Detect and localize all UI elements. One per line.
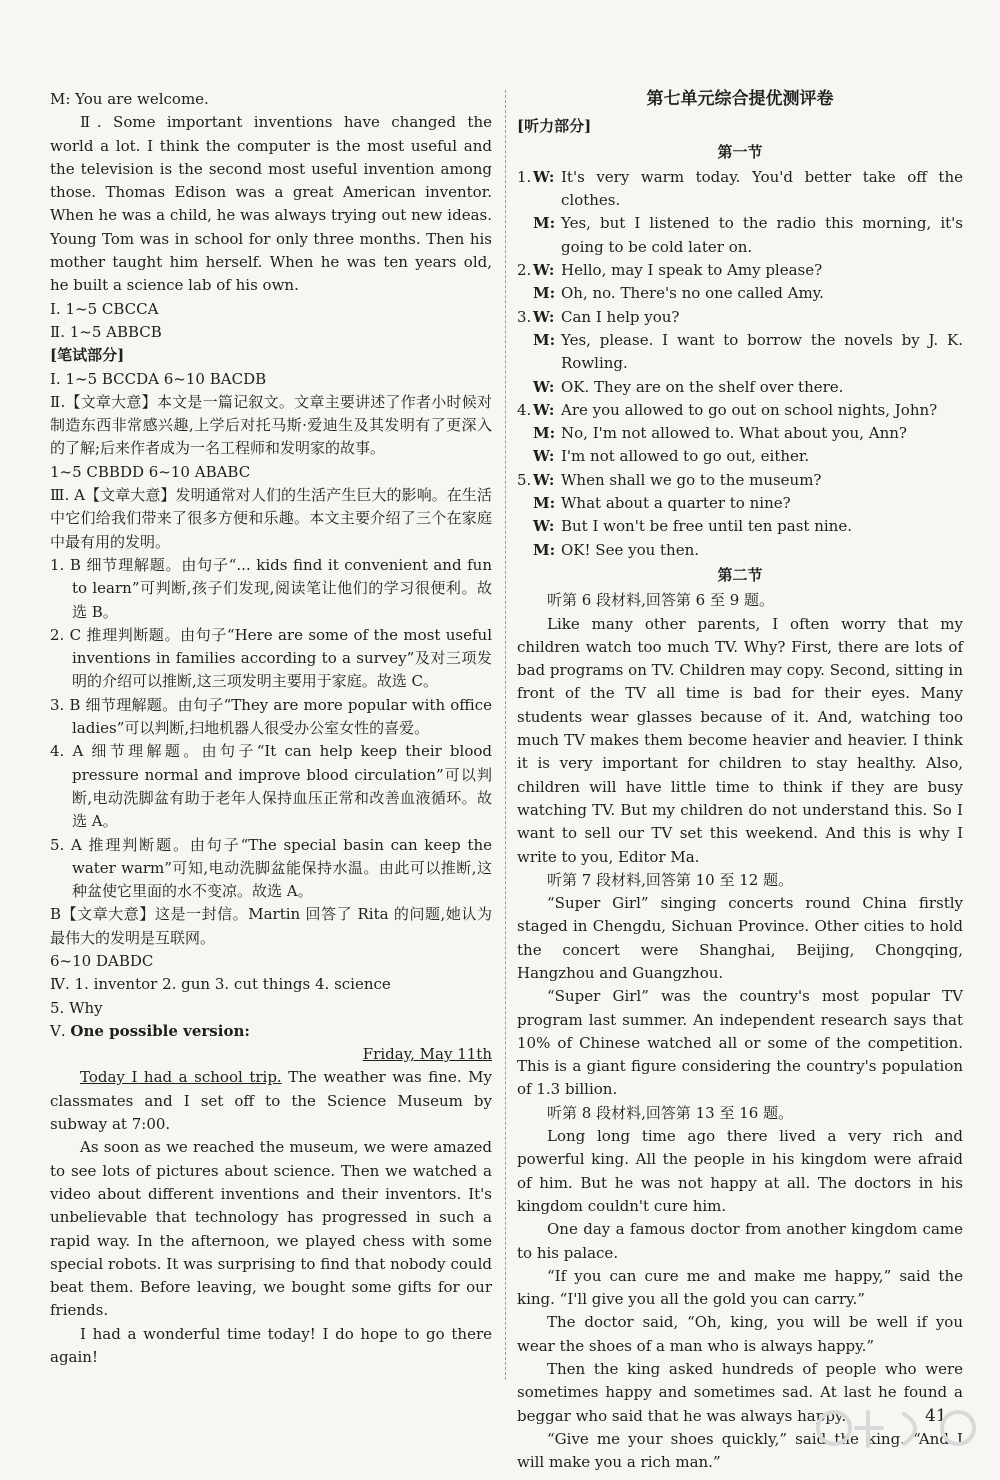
essay-paragraph: Today I had a school trip. The weather was fine. My classmates and I set off to the Science Museum by subway at 7:00. [50, 1068, 492, 1134]
dialogue-line [517, 515, 963, 538]
dialogue-line [517, 306, 963, 329]
dialogue-line [517, 445, 963, 468]
script-paragraph: “Give me your shoes quickly,” said the king. “And I will make you a rich man.” [517, 1429, 963, 1472]
column-divider [505, 90, 506, 1380]
essay-paragraph: As soon as we reached the museum, we were amazed to see lots of pictures about science. Then we watched a video about different inventions and their inventors. It's unbelievable that technology has progressed in such a rapid way. In the afternoon, we played chess with some special robots. It was surprising to find that nobody could beat them. Before leaving, we bought some gifts for our friends. [50, 1138, 492, 1320]
dialogue-number [517, 539, 533, 562]
speaker-label: W: [533, 307, 555, 326]
speaker-label: W: [533, 470, 555, 489]
dialogue-number [517, 329, 533, 376]
dialogue-text: It's very warm today. You'd better take off the clothes. [561, 167, 963, 210]
listening-script: Ⅱ. Some important inventions have changed the world a lot. I think the computer is the most useful and the television is the second most useful invention among those. Thomas Edison was a great American inventor. When he was a child, he was always trying out new ideas. Young Tom was in school for only three months. Then his mother taught him herself. When he was ten years old, he built a science lab of his own. [50, 113, 492, 295]
speaker-label: W: [533, 517, 555, 536]
dialogue-number: 5. [517, 470, 532, 489]
dialogue-number [517, 445, 533, 468]
dialogue-text: Hello, may I speak to Amy please? [561, 261, 823, 280]
right-column [517, 88, 963, 1475]
script-paragraph: “Super Girl” was the country's most popular TV program last summer. An independent research says that 10% of Chinese watched all or some of the competition. This is a giant figure considering the country's population of 1.3 billion. [517, 987, 963, 1099]
speaker-label: W: [533, 261, 555, 280]
script-paragraph: The doctor said, “Oh, king, you will be well if you wear the shoes of a man who is always happy.” [517, 1313, 963, 1355]
dialogue-line [517, 422, 963, 445]
summary-paragraph: Ⅲ. A【文章大意】发明通常对人们的生活产生巨大的影响。在生活中它们给我们带来了很多方便和乐趣。本文主要介绍了三个在家庭中最有用的发明。 [50, 486, 492, 551]
dialogue-line [517, 399, 963, 422]
dialogue-text: Are you allowed to go out on school nights, John? [561, 400, 938, 419]
answer-line: Ⅱ. 1~5 ABBCB [50, 322, 162, 341]
dialogue-text: I'm not allowed to go out, either. [561, 447, 810, 466]
left-column [50, 88, 492, 1369]
dialogue-text: Can I help you? [561, 307, 680, 326]
speaker-label: M: [533, 330, 556, 349]
answer-line: Ⅳ. 1. inventor 2. gun 3. cut things 4. science [50, 975, 391, 994]
dialogue-line [517, 259, 963, 282]
dialogue-list [517, 166, 963, 562]
dialogue-text: Yes, but I listened to the radio this morning, it's going to be cold later on. [561, 214, 963, 256]
dialogue-line [517, 376, 963, 399]
script-paragraph: Then the king asked hundreds of people who were sometimes happy and sometimes sad. At last he found a beggar who said that he was always happy. [517, 1360, 963, 1425]
speaker-label: M: [533, 540, 556, 559]
script-paragraph: “If you can cure me and make me happy,” said the king. “I'll give you all the gold you can carry.” [517, 1266, 963, 1309]
dialogue-number: 2. [517, 261, 532, 280]
script-paragraph: Like many other parents, I often worry that my children watch too much TV. Why? First, there are lots of bad programs on TV. Children may copy. Second, sitting in front of the TV all time is bad for their eyes. Many students wear glasses because of it. And, watching too much TV makes them become heavier and heavier. I think it is very important for children to stay healthy. Also, children will have little time to think if they are busy watching TV. But my children do not understand this. So I want to sell our TV set this weekend. And this is why I write to you, Editor Ma. [517, 614, 963, 866]
explanation-item: 4. A 细节理解题。由句子“It can help keep their blood pressure normal and improve blood circulation”可以判断,电动洗脚盆有助于老年人保持血压正常和改善血液循环。故选 A。 [50, 742, 492, 831]
dialogue-text: No, I'm not allowed to. What about you, Ann? [561, 424, 907, 443]
explanation-item: 2. C 推理判断题。由句子“Here are some of the most useful inventions in families according to a survey”及对三项发明的介绍可以推断,这三项发明主要用于家庭。故选 C。 [50, 625, 492, 691]
explanation-item: 5. A 推理判断题。由句子“The special basin can keep the water warm”可知,电动洗脚盆能保持水温。由此可以推断,这种盆使它里面的水不变凉。故选 A。 [50, 835, 492, 901]
dialogue-number [517, 515, 533, 538]
answer-line: 1~5 CBBDD 6~10 ABABC [50, 462, 251, 481]
writing-heading: Ⅴ. One possible version: [50, 1021, 250, 1040]
speaker-label: M: [533, 214, 556, 233]
dialogue-text: OK. They are on the shelf over there. [561, 377, 844, 396]
essay-paragraph: I had a wonderful time today! I do hope to go there again! [50, 1324, 492, 1367]
answer-line: Ⅰ. 1~5 CBCCA [50, 299, 159, 318]
script-paragraph: One day a famous doctor from another kingdom came to his palace. [517, 1220, 963, 1262]
answer-line: Ⅰ. 1~5 BCCDA 6~10 BACDB [50, 369, 267, 388]
speaker-label: W: [533, 447, 555, 466]
dialogue-text: What about a quarter to nine? [561, 494, 791, 513]
dialogue-number [517, 492, 533, 515]
watermark-logo-icon [808, 1398, 988, 1470]
speaker-label: W: [533, 400, 555, 419]
diary-date: Friday, May 11th [362, 1045, 492, 1064]
dialogue-number: 4. [517, 400, 532, 419]
script-paragraph: Long long time ago there lived a very rich and powerful king. All the people in his kingdom were afraid of him. But he was not happy at all. The doctors in his kingdom couldn't cure him. [517, 1127, 963, 1215]
summary-paragraph: Ⅱ.【文章大意】本文是一篇记叙文。文章主要讲述了作者小时候对制造东西非常感兴趣,上学后对托马斯·爱迪生及其发明有了更深入的了解;后来作者成为一名工程师和发明家的故事。 [50, 392, 492, 458]
dialogue-line [517, 212, 963, 259]
explanation-item: 3. B 细节理解题。由句子“They are more popular with office ladies”可以判断,扫地机器人很受办公室女性的喜爱。 [50, 695, 492, 738]
dialogue-line [517, 282, 963, 305]
dialogue-text: OK! See you then. [561, 540, 700, 559]
dialogue-number [517, 282, 533, 305]
subsection-title: 第一节 [717, 142, 763, 161]
answer-line: 5. Why [50, 998, 103, 1017]
unit-test-title: 第七单元综合提优测评卷 [646, 89, 834, 109]
section-label: [笔试部分] [50, 346, 125, 365]
section-label: [听力部分] [517, 117, 592, 136]
dialogue-number [517, 376, 533, 399]
dialogue-number: 1. [517, 167, 532, 186]
dialogue-number [517, 422, 533, 445]
answer-line: M: You are welcome. [50, 90, 209, 108]
dialogue-line [517, 492, 963, 515]
dialogue-line [517, 469, 963, 492]
speaker-label: W: [533, 167, 555, 186]
instruction-line: 听第 8 段材料,回答第 13 至 16 题。 [547, 1103, 794, 1122]
summary-paragraph: B【文章大意】这是一封信。Martin 回答了 Rita 的问题,她认为最伟大的发明是互联网。 [50, 905, 492, 947]
dialogue-text: Yes, please. I want to borrow the novels by J. K. Rowling. [561, 330, 963, 373]
script-paragraph: “Super Girl” singing concerts round China firstly staged in Chengdu, Sichuan Province. Other cities to hold the concert were Shanghai, Beijing, Chongqing, Hangzhou and Guangzhou. [517, 894, 963, 982]
explanation-item: 1. B 细节理解题。由句子“... kids find it convenient and fun to learn”可判断,孩子们发现,阅读笔让他们的学习很便利。故选 B。 [50, 555, 492, 621]
instruction-line: 听第 6 段材料,回答第 6 至 9 题。 [547, 591, 775, 610]
dialogue-line [517, 166, 963, 213]
answer-line: 6~10 DABDC [50, 951, 154, 970]
speaker-label: M: [533, 284, 556, 303]
subsection-title: 第二节 [717, 565, 763, 584]
speaker-label: M: [533, 494, 556, 513]
dialogue-line [517, 539, 963, 562]
dialogue-line [517, 329, 963, 376]
speaker-label: M: [533, 424, 556, 443]
dialogue-text: Oh, no. There's no one called Amy. [561, 284, 824, 303]
dialogue-number: 3. [517, 307, 532, 326]
instruction-line: 听第 7 段材料,回答第 10 至 12 题。 [547, 870, 794, 889]
dialogue-text: But I won't be free until ten past nine. [561, 517, 852, 536]
page-number: 41 [925, 1406, 947, 1426]
dialogue-number [517, 212, 533, 259]
speaker-label: W: [533, 377, 555, 396]
dialogue-text: When shall we go to the museum? [561, 470, 822, 489]
